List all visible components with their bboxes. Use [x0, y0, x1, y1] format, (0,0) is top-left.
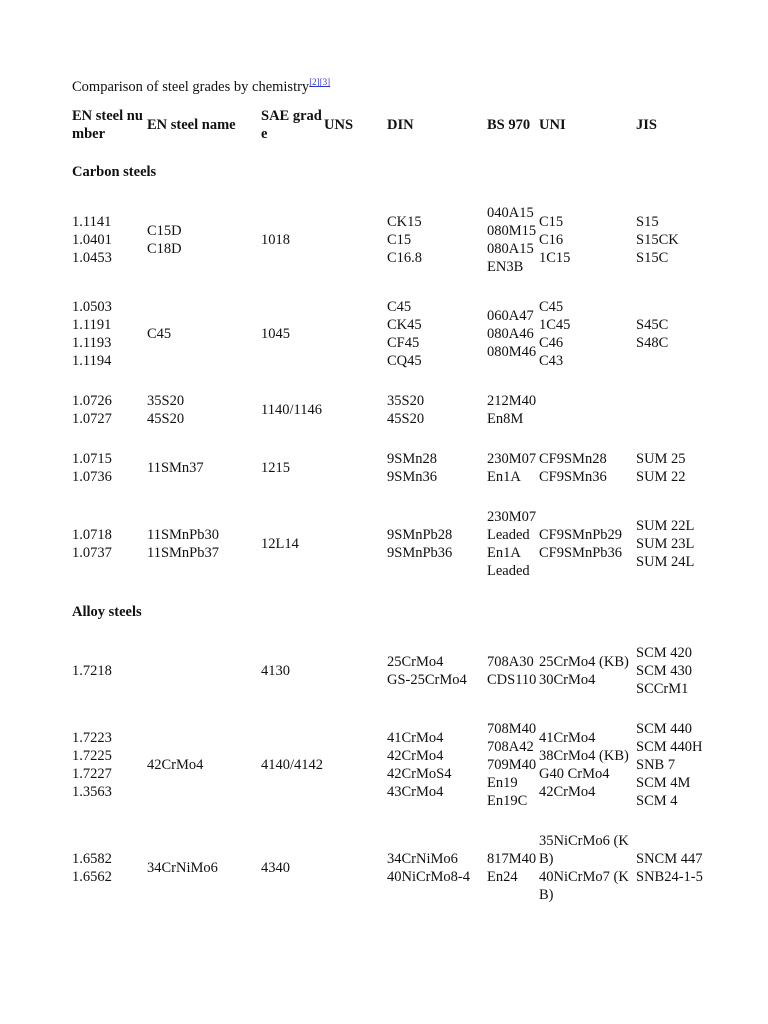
cell-uni — [539, 709, 636, 821]
cell-en-number — [72, 193, 147, 287]
cell-uni — [539, 633, 636, 709]
cell-value: 34CrNiMo6 — [387, 851, 458, 867]
table-row — [72, 497, 712, 591]
cell-din — [387, 821, 487, 915]
cell-value: En24 — [487, 869, 518, 885]
cell-value: 25CrMo4 — [387, 654, 444, 670]
cell-value: Leaded — [487, 527, 530, 543]
cell-sae — [261, 287, 324, 381]
cell-value: 40NiCrMo8-4 — [387, 869, 470, 885]
cell-value: 30CrMo4 — [539, 672, 596, 688]
cell-sae — [261, 193, 324, 287]
cell-en-name — [147, 287, 261, 381]
cell-din — [387, 439, 487, 497]
cell-value: 11SMnPb30 — [147, 527, 219, 543]
cell-value: 1215 — [261, 460, 290, 476]
cell-value: En19C — [487, 793, 528, 809]
cell-value: SNB24-1-5 — [636, 869, 703, 885]
cell-jis — [636, 709, 712, 821]
cell-value: 060A47 — [487, 308, 534, 324]
cell-value: CK45 — [387, 317, 422, 333]
header-en-steel-name: EN steel name — [147, 117, 236, 133]
section-row — [72, 151, 712, 193]
section-title: Carbon steels — [72, 164, 157, 180]
cell-value: 35S20 — [147, 393, 185, 409]
cell-value: S15C — [636, 250, 669, 266]
cell-value: 35S20 — [387, 393, 425, 409]
cell-sae — [261, 633, 324, 709]
cell-value: CF9SMn36 — [539, 469, 607, 485]
cell-din — [387, 633, 487, 709]
cell-bs970 — [487, 633, 539, 709]
cell-value: 9SMn28 — [387, 451, 437, 467]
cell-value: 43CrMo4 — [387, 784, 444, 800]
cell-value: 080A46 — [487, 326, 534, 342]
cell-bs970 — [487, 287, 539, 381]
caption-text: Comparison of steel grades by chemistry — [72, 79, 310, 95]
cell-value: S15 — [636, 214, 659, 230]
cell-value: 42CrMo4 — [387, 748, 444, 764]
cell-value: 42CrMo4 — [147, 757, 204, 773]
cell-value: C46 — [539, 335, 564, 351]
cell-value: C45 — [147, 326, 172, 342]
cell-value: 230M07 — [487, 509, 537, 525]
cell-value: CF9SMnPb29 — [539, 527, 623, 543]
cell-value: C15 — [539, 214, 564, 230]
cell-uni — [539, 287, 636, 381]
cell-en-number — [72, 821, 147, 915]
cell-jis — [636, 633, 712, 709]
cell-value: 1.0718 — [72, 527, 112, 543]
cell-value: 1.1191 — [72, 317, 112, 333]
cell-jis — [636, 287, 712, 381]
cell-value: 080A15 — [487, 241, 534, 257]
header-uni: UNI — [539, 117, 566, 133]
cell-value: 12L14 — [261, 536, 299, 552]
header-jis: JIS — [636, 117, 657, 133]
cell-value: SCCrM1 — [636, 681, 689, 697]
table-row — [72, 821, 712, 915]
cell-value: C45 — [387, 299, 412, 315]
cell-value: CQ45 — [387, 353, 422, 369]
citation-link-3[interactable]: [3] — [319, 77, 331, 87]
cell-jis — [636, 497, 712, 591]
table-row — [72, 633, 712, 709]
cell-jis — [636, 193, 712, 287]
cell-value: 11SMnPb37 — [147, 545, 219, 561]
cell-value: SUM 22 — [636, 469, 686, 485]
cell-value: 34CrNiMo6 — [147, 860, 218, 876]
cell-uns — [324, 633, 387, 709]
cell-value: 41CrMo4 — [539, 730, 596, 746]
citation-link-2[interactable]: [2] — [309, 77, 320, 87]
cell-value: 11SMn37 — [147, 460, 204, 476]
cell-en-number — [72, 439, 147, 497]
table-body — [72, 151, 712, 915]
cell-en-name — [147, 497, 261, 591]
cell-uni — [539, 497, 636, 591]
table-row — [72, 709, 712, 821]
cell-sae — [261, 709, 324, 821]
cell-sae — [261, 821, 324, 915]
cell-jis — [636, 439, 712, 497]
cell-value: CF45 — [387, 335, 420, 351]
cell-en-number — [72, 381, 147, 439]
cell-uns — [324, 193, 387, 287]
cell-value: 1.6582 — [72, 851, 112, 867]
cell-value: EN3B — [487, 259, 524, 275]
cell-uns — [324, 497, 387, 591]
cell-uni — [539, 821, 636, 915]
header-din: DIN — [387, 117, 414, 133]
cell-value: SCM 440H — [636, 739, 703, 755]
cell-value: SUM 22L — [636, 518, 695, 534]
cell-uns — [324, 381, 387, 439]
cell-value: 1.0503 — [72, 299, 112, 315]
cell-value: 1.7225 — [72, 748, 112, 764]
cell-din — [387, 381, 487, 439]
cell-value: 1.0736 — [72, 469, 112, 485]
cell-uns — [324, 821, 387, 915]
cell-value: 4130 — [261, 663, 290, 679]
cell-value: 1140/1146 — [261, 402, 322, 418]
cell-value: SCM 4 — [636, 793, 678, 809]
header-row — [72, 107, 712, 151]
header-sae-grade: SAE grade — [261, 108, 322, 142]
cell-value: 35NiCrMo6 (KB) — [539, 833, 629, 867]
cell-en-name — [147, 709, 261, 821]
section-row — [72, 591, 712, 633]
cell-value: 709M40 — [487, 757, 537, 773]
cell-value: CF9SMn28 — [539, 451, 607, 467]
section-title: Alloy steels — [72, 604, 142, 620]
cell-value: S48C — [636, 335, 669, 351]
cell-uni — [539, 439, 636, 497]
cell-value: 41CrMo4 — [387, 730, 444, 746]
steel-grades-table — [72, 107, 712, 915]
document-page — [72, 72, 712, 915]
cell-jis — [636, 821, 712, 915]
cell-value: 40NiCrMo7 (KB) — [539, 869, 629, 903]
cell-value: 708M40 — [487, 721, 537, 737]
cell-value: SUM 25 — [636, 451, 686, 467]
cell-value: En1A — [487, 469, 521, 485]
cell-value: GS-25CrMo4 — [387, 672, 467, 688]
cell-value: C43 — [539, 353, 564, 369]
cell-value: 1.1194 — [72, 353, 112, 369]
cell-value: 1.6562 — [72, 869, 112, 885]
cell-bs970 — [487, 439, 539, 497]
cell-value: 42CrMo4 — [539, 784, 596, 800]
cell-uni — [539, 193, 636, 287]
cell-value: Leaded — [487, 563, 530, 579]
cell-uns — [324, 709, 387, 821]
cell-value: 230M07 — [487, 451, 537, 467]
cell-value: CK15 — [387, 214, 422, 230]
cell-bs970 — [487, 497, 539, 591]
cell-value: 45S20 — [387, 411, 425, 427]
cell-sae — [261, 439, 324, 497]
cell-value: 708A30 — [487, 654, 534, 670]
cell-value: 212M40 — [487, 393, 537, 409]
cell-value: 38CrMo4 (KB) — [539, 748, 629, 764]
cell-value: SUM 23L — [636, 536, 695, 552]
cell-en-name — [147, 193, 261, 287]
cell-din — [387, 497, 487, 591]
cell-value: C15 — [387, 232, 412, 248]
cell-value: 42CrMoS4 — [387, 766, 452, 782]
cell-en-number — [72, 709, 147, 821]
cell-value: SCM 440 — [636, 721, 693, 737]
cell-value: 708A42 — [487, 739, 534, 755]
table-row — [72, 381, 712, 439]
cell-din — [387, 709, 487, 821]
cell-value: S45C — [636, 317, 669, 333]
cell-value: 1.3563 — [72, 784, 112, 800]
cell-value: 817M40 — [487, 851, 537, 867]
cell-value: 040A15 — [487, 205, 534, 221]
cell-value: 1.0726 — [72, 393, 112, 409]
cell-value: C45 — [539, 299, 564, 315]
table-row — [72, 439, 712, 497]
cell-en-number — [72, 287, 147, 381]
cell-uns — [324, 439, 387, 497]
cell-jis — [636, 381, 712, 439]
cell-value: G40 CrMo4 — [539, 766, 610, 782]
cell-value: En1A — [487, 545, 521, 561]
table-caption — [72, 72, 712, 97]
cell-value: SCM 430 — [636, 663, 693, 679]
cell-value: 1C15 — [539, 250, 571, 266]
cell-value: SNB 7 — [636, 757, 676, 773]
cell-value: 1.0715 — [72, 451, 112, 467]
cell-value: 1.0401 — [72, 232, 112, 248]
table-row — [72, 193, 712, 287]
cell-value: 1.1193 — [72, 335, 112, 351]
cell-value: 080M15 — [487, 223, 537, 239]
cell-value: 1.7218 — [72, 663, 112, 679]
cell-value: 1.7227 — [72, 766, 112, 782]
cell-value: C16.8 — [387, 250, 423, 266]
cell-din — [387, 193, 487, 287]
cell-uni — [539, 381, 636, 439]
cell-value: 1018 — [261, 232, 290, 248]
cell-value: C18D — [147, 241, 182, 257]
cell-value: CDS110 — [487, 672, 537, 688]
cell-en-name — [147, 439, 261, 497]
cell-en-number — [72, 497, 147, 591]
cell-value: En8M — [487, 411, 524, 427]
cell-din — [387, 287, 487, 381]
cell-value: 1C45 — [539, 317, 571, 333]
cell-value: SCM 4M — [636, 775, 691, 791]
cell-bs970 — [487, 709, 539, 821]
header-en-steel-number: EN steel number — [72, 108, 143, 142]
cell-bs970 — [487, 381, 539, 439]
cell-value: 4340 — [261, 860, 290, 876]
citation-refs — [309, 77, 330, 87]
header-uns: UNS — [324, 117, 354, 133]
cell-bs970 — [487, 821, 539, 915]
cell-bs970 — [487, 193, 539, 287]
cell-value: 080M46 — [487, 344, 537, 360]
cell-sae — [261, 497, 324, 591]
cell-uns — [324, 287, 387, 381]
cell-value: 1.7223 — [72, 730, 112, 746]
cell-en-name — [147, 633, 261, 709]
cell-value: 9SMnPb36 — [387, 545, 453, 561]
cell-value: SCM 420 — [636, 645, 693, 661]
cell-value: En19 — [487, 775, 518, 791]
cell-value: 4140/4142 — [261, 757, 324, 773]
cell-value: 1.0453 — [72, 250, 112, 266]
cell-value: C16 — [539, 232, 564, 248]
cell-value: C15D — [147, 223, 182, 239]
cell-value: 45S20 — [147, 411, 185, 427]
cell-value: 1045 — [261, 326, 290, 342]
cell-sae — [261, 381, 324, 439]
table-row — [72, 287, 712, 381]
cell-value: 1.0727 — [72, 411, 112, 427]
cell-en-number — [72, 633, 147, 709]
cell-value: 9SMnPb28 — [387, 527, 453, 543]
cell-value: SNCM 447 — [636, 851, 703, 867]
cell-value: 1.1141 — [72, 214, 112, 230]
cell-value: 9SMn36 — [387, 469, 437, 485]
cell-en-name — [147, 821, 261, 915]
cell-en-name — [147, 381, 261, 439]
cell-value: S15CK — [636, 232, 679, 248]
header-bs970: BS 970 — [487, 117, 531, 133]
cell-value: 25CrMo4 (KB) — [539, 654, 629, 670]
cell-value: SUM 24L — [636, 554, 695, 570]
cell-value: CF9SMnPb36 — [539, 545, 623, 561]
cell-value: 1.0737 — [72, 545, 112, 561]
